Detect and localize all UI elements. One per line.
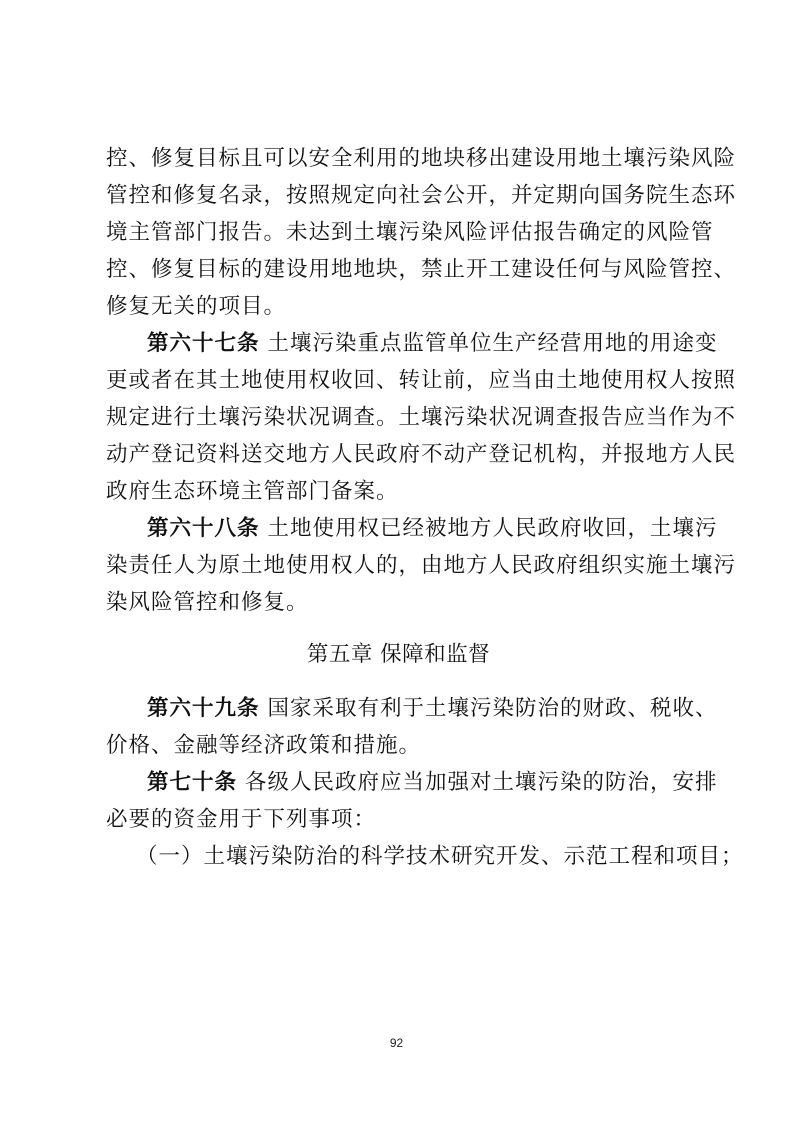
article-text: 土地使用权已经被地方人民政府收回，土壤污 [267, 516, 718, 541]
text-line: 染风险管控和修复。 [106, 590, 309, 615]
article-label: 第六十七条 [147, 331, 260, 356]
page-number: 92 [389, 1036, 404, 1050]
article-label: 第六十九条 [147, 696, 260, 721]
article-first-line [106, 325, 718, 362]
article-67 [106, 325, 737, 510]
article-first-line [106, 510, 718, 547]
text-line: 管控和修复名录，按照规定向社会公开，并定期向国务院生态环 [106, 183, 737, 208]
article-first-line [106, 690, 718, 727]
article-first-line [106, 764, 718, 801]
list-item: （一）土壤污染防治的科学技术研究开发、示范工程和项目； [136, 844, 744, 869]
article-70 [106, 764, 744, 875]
text-line: 染责任人为原土地使用权人的，由地方人民政府组织实施土壤污 [106, 553, 737, 578]
article-69 [106, 690, 718, 764]
article-label: 第七十条 [147, 770, 238, 795]
text-line: 价格、金融等经济政策和措施。 [106, 733, 422, 758]
text-line: 政府生态环境主管部门备案。 [106, 479, 399, 504]
article-label: 第六十八条 [147, 516, 260, 541]
paragraph-continuation [106, 140, 737, 325]
text-line: 控、修复目标且可以安全利用的地块移出建设用地土壤污染风险 [106, 146, 737, 171]
chapter-heading: 第五章 保障和监督 [306, 642, 491, 667]
article-text: 土壤污染重点监管单位生产经营用地的用途变 [267, 331, 718, 356]
article-text: 国家采取有利于土壤污染防治的财政、税收、 [267, 696, 718, 721]
article-text: 各级人民政府应当加强对土壤污染的防治，安排 [245, 770, 718, 795]
text-line: 境主管部门报告。未达到土壤污染风险评估报告确定的风险管 [106, 220, 714, 245]
text-line: 控、修复目标的建设用地地块，禁止开工建设任何与风险管控、 [106, 257, 737, 282]
article-68 [106, 510, 737, 621]
text-line: 修复无关的项目。 [106, 294, 287, 319]
text-line: 更或者在其土地使用权收回、转让前，应当由土地使用权人按照 [106, 368, 737, 393]
text-line: 必要的资金用于下列事项： [106, 807, 377, 832]
text-line: 规定进行土壤污染状况调查。土壤污染状况调查报告应当作为不 [106, 405, 737, 430]
text-line: 动产登记资料送交地方人民政府不动产登记机构，并报地方人民 [106, 442, 737, 467]
document-body [106, 140, 744, 875]
